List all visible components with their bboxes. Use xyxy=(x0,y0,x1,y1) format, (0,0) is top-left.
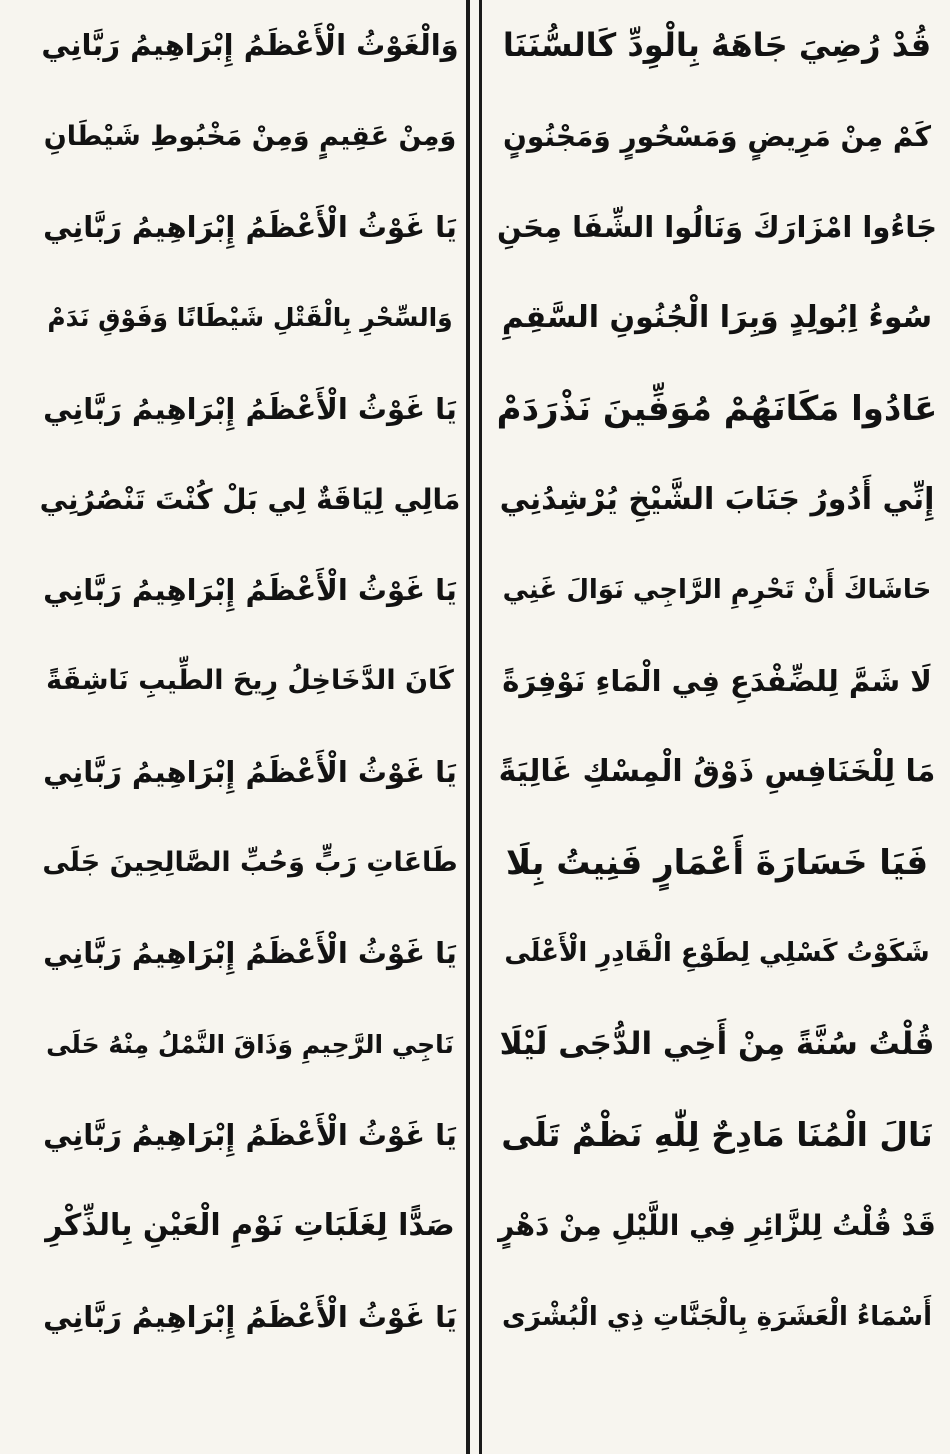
left-verse-6: مَالِي لِيَاقَةٌ لِي بَلْ كُنْتَ تَنْصُرُنِي xyxy=(40,482,460,516)
left-column xyxy=(40,0,460,1454)
left-verse-12: نَاجِي الرَّحِيمِ وَذَاقَ النَّمْلُ مِنْهُ حَلَى xyxy=(46,1029,454,1059)
right-verse-10: فَيَا خَسَارَةَ أَعْمَارٍ فَنِيتُ بِلَا xyxy=(505,842,929,883)
right-verse-13: نَالَ الْمُنَا مَادِحٌ لِلّٰهِ نَظْمٌ تَلَى xyxy=(501,1115,933,1155)
left-verse-8: كَانَ الدَّخَاخِلُ رِيحَ الطِّيبِ نَاشِقَةً xyxy=(46,665,454,697)
left-verse-11: يَا غَوْثُ الْأَعْظَمُ إِبْرَاهِيمُ رَبَّانِي xyxy=(43,936,457,971)
left-verse-10: طَاعَاتِ رَبٍّ وَحُبِّ الصَّالِحِينَ جَلَى xyxy=(42,847,458,879)
right-verse-3: جَاءُوا امْزَارَكَ وَنَالُوا الشِّفَا مِحَنِ xyxy=(497,209,937,244)
right-verse-12: قُلْتُ سُنَّةً مِنْ أَخِي الدُّجَى لَيْلَا xyxy=(499,1026,935,1063)
right-verse-7: حَاشَاكَ أَنْ تَحْرِمِ الرَّاجِي نَوَالَ غَنِي xyxy=(502,575,932,606)
left-verse-13: يَا غَوْثُ الْأَعْظَمُ إِبْرَاهِيمُ رَبَّانِي xyxy=(43,1117,457,1152)
right-verse-9: مَا لِلْخَنَافِسِ ذَوْقُ الْمِسْكِ غَالِيَةً xyxy=(498,754,936,790)
left-verse-2: وَمِنْ عَقِيمٍ وَمِنْ مَخْبُوطِ شَيْطَانِ xyxy=(43,120,457,152)
column-divider-thick xyxy=(466,0,470,1454)
column-divider-thin xyxy=(479,0,482,1454)
left-verse-7: يَا غَوْثُ الْأَعْظَمُ إِبْرَاهِيمُ رَبَّانِي xyxy=(43,573,457,608)
right-verse-8: لَا شَمَّ لِلضِّفْدَعِ فِي الْمَاءِ نَوْفِرَةً xyxy=(502,663,932,698)
right-verse-15: أَسْمَاءُ الْعَشَرَةِ بِالْجَنَّاتِ ذِي الْبُشْرَى xyxy=(502,1301,932,1332)
right-verse-6: إِنِّي أَدُورُ جَنَابَ الشَّيْخِ يُرْشِدُنِي xyxy=(499,481,935,517)
right-column xyxy=(497,0,937,1454)
left-verse-1: وَالْغَوْثُ الْأَعْظَمُ إِبْرَاهِيمُ رَبَّانِي xyxy=(41,28,459,63)
left-verse-14: صَدًّا لِغَلَبَاتِ نَوْمِ الْعَيْنِ بِالذِّكْرِ xyxy=(45,1208,455,1244)
left-verse-4: وَالسِّحْرِ بِالْقَتْلِ شَيْطَانًا وَفَوْقِ نَدَمْ xyxy=(47,303,453,333)
right-verse-1: قُدْ رُضِيَ جَاهَهُ بِالْوِدِّ كَالسُّنَنَا xyxy=(502,26,932,65)
left-verse-9: يَا غَوْثُ الْأَعْظَمُ إِبْرَاهِيمُ رَبَّانِي xyxy=(43,754,457,789)
left-verse-5: يَا غَوْثُ الْأَعْظَمُ إِبْرَاهِيمُ رَبَّانِي xyxy=(43,391,457,426)
left-verse-15: يَا غَوْثُ الْأَعْظَمُ إِبْرَاهِيمُ رَبَّانِي xyxy=(43,1299,457,1334)
right-verse-2: كَمْ مِنْ مَرِيضٍ وَمَسْحُورٍ وَمَجْنُونٍ xyxy=(502,119,932,153)
right-verse-5: عَادُوا مَكَانَهُمْ مُوَفِّينَ نَذْرَدَمْ xyxy=(497,388,937,429)
right-verse-14: قَدْ قُلْتُ لِلزَّائِرِ فِي اللَّيْلِ مِنْ دَهْرٍ xyxy=(498,1209,936,1243)
right-verse-11: شَكَوْتُ كَسْلِي لِطَوْعِ الْقَادِرِ الْأَعْلَى xyxy=(504,938,930,969)
left-verse-3: يَا غَوْثُ الْأَعْظَمُ إِبْرَاهِيمُ رَبَّانِي xyxy=(43,209,457,244)
right-verse-4: سُوءُ اِبُولِدٍ وَبِرَا الْجُنُونِ السَّقِمِ xyxy=(501,300,933,336)
